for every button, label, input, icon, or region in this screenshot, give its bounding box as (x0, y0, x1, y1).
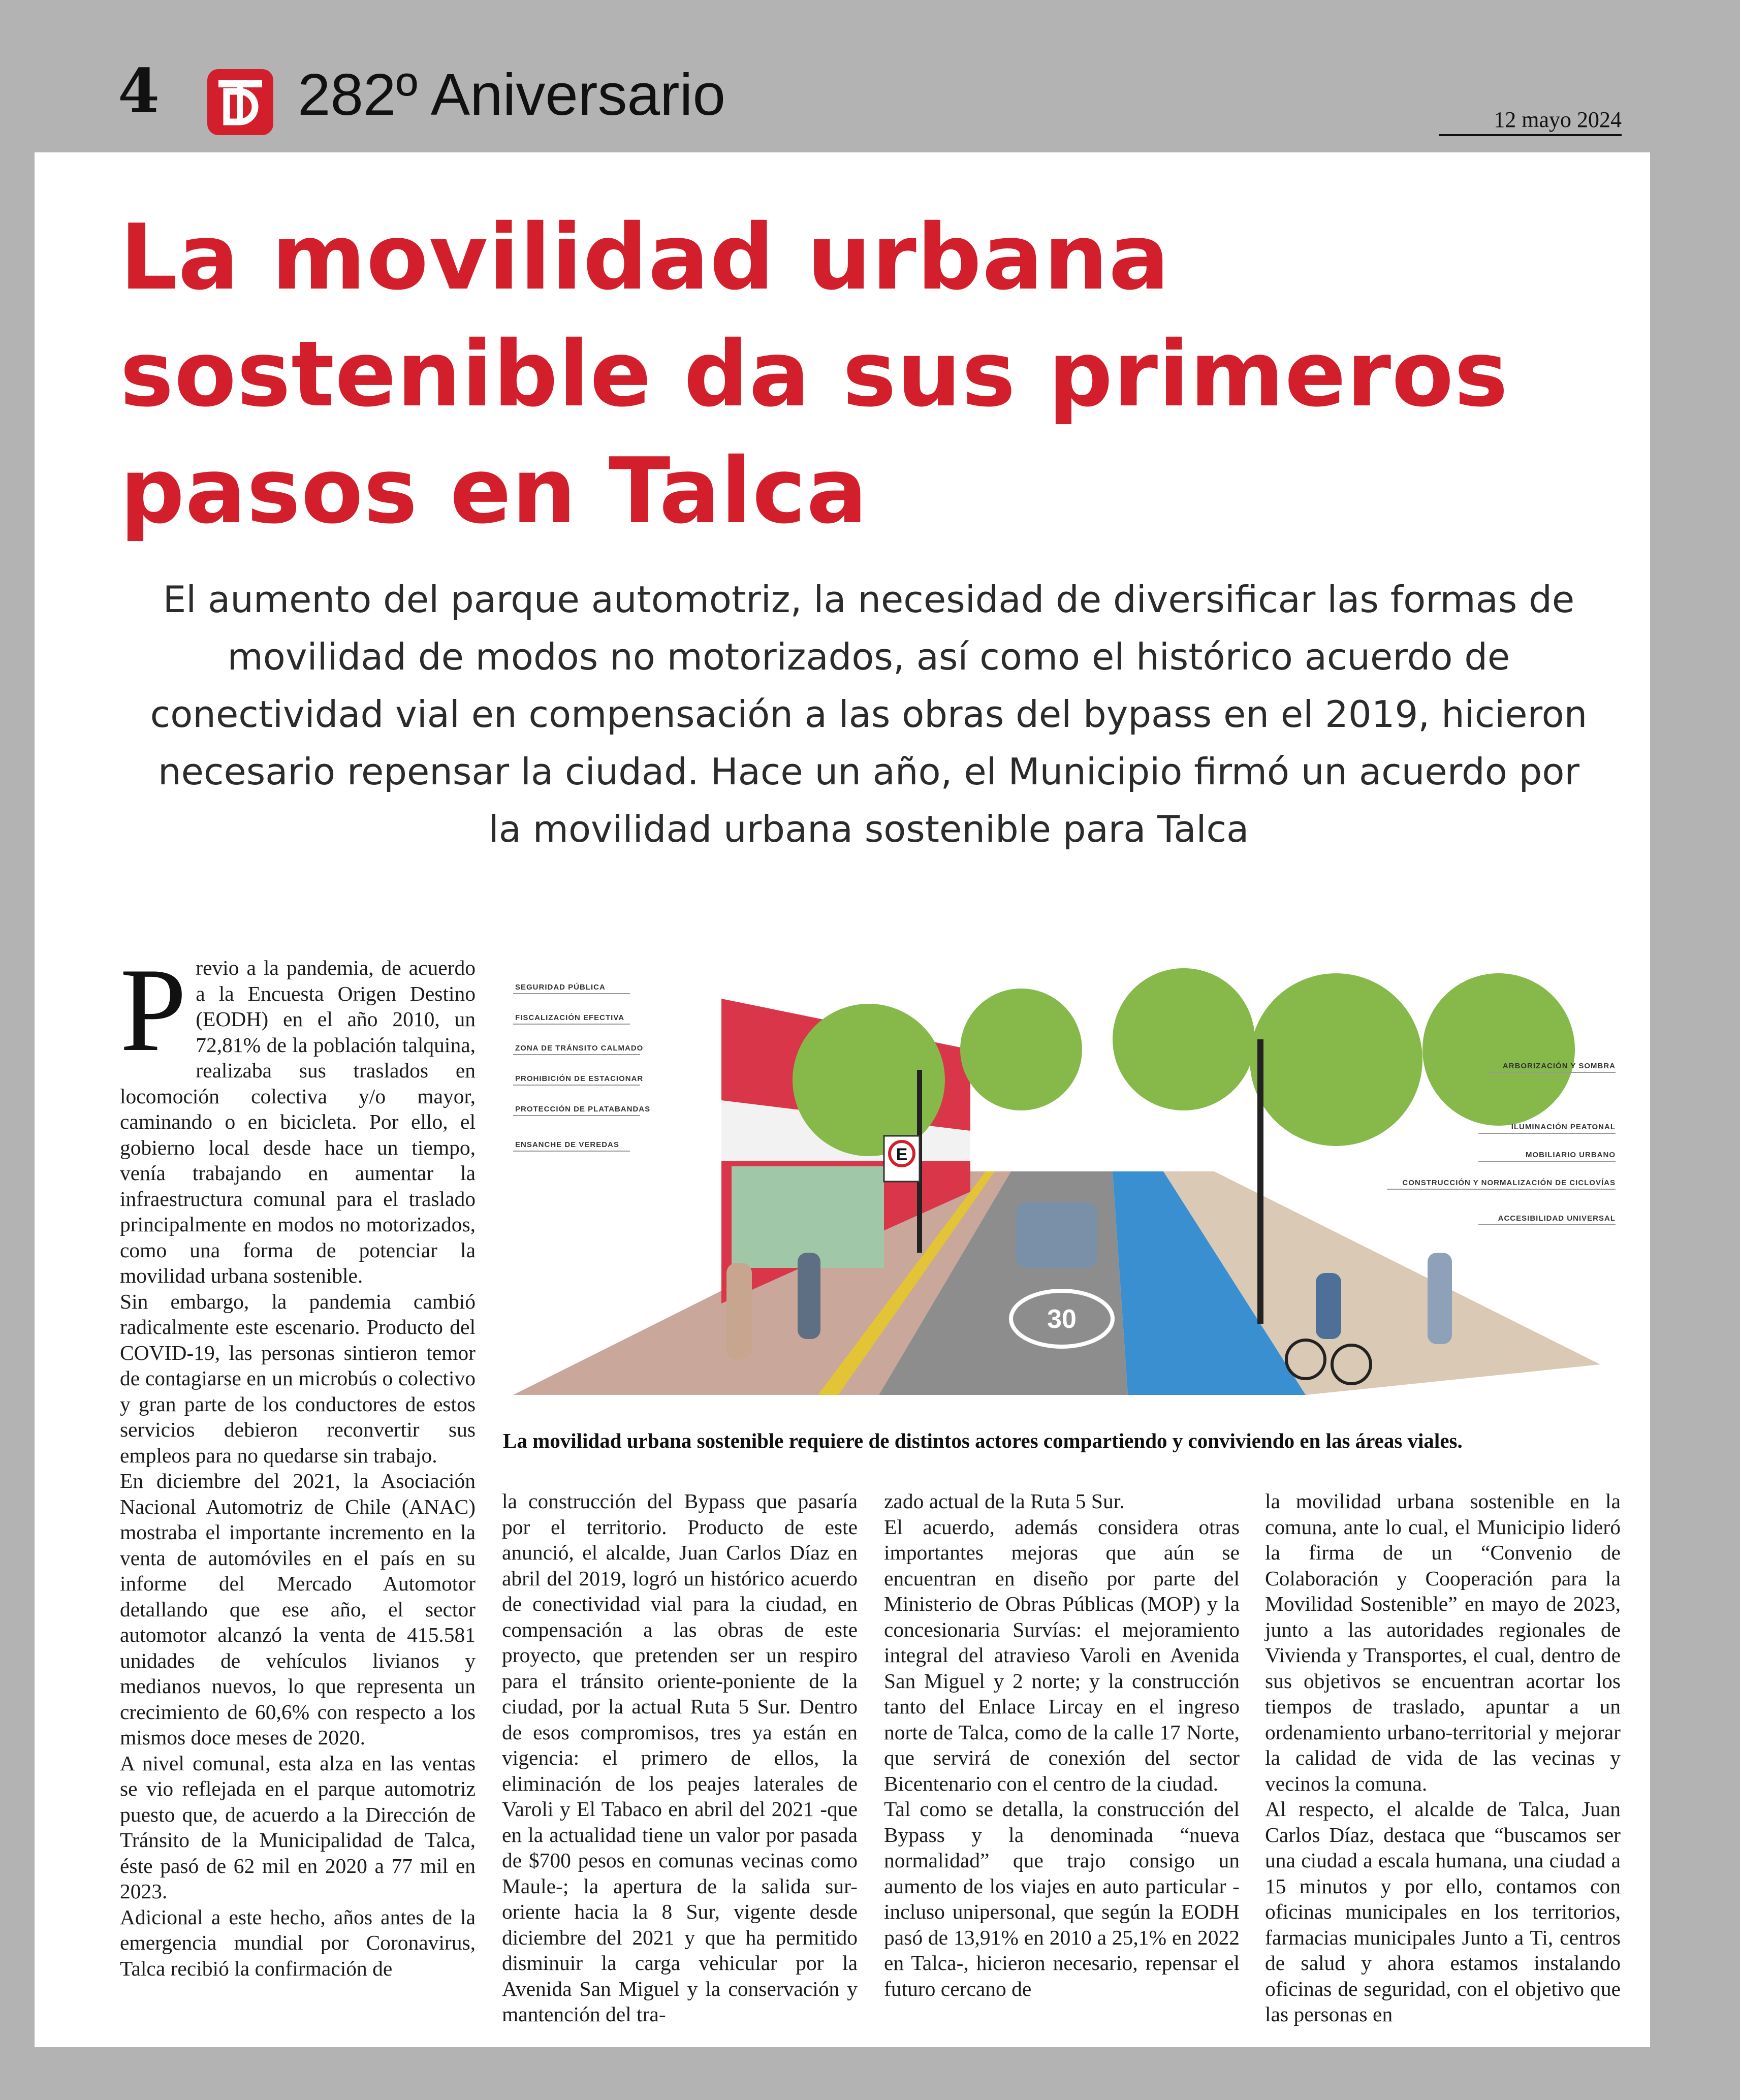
car (1016, 1202, 1097, 1268)
ill-label: FISCALIZACIÓN EFECTIVA (515, 1013, 625, 1022)
text-column-4 (1265, 1488, 1621, 2047)
cyclist (1316, 1273, 1341, 1339)
tree (1113, 968, 1255, 1110)
paragraph: Adicional a este hecho, años antes de la emergencia mundial por Coronavirus, Talca recibió la confirmación de (120, 1905, 476, 1980)
ill-label: CONSTRUCCIÓN Y NORMALIZACIÓN DE CICLOVÍAS (1402, 1179, 1616, 1187)
paragraph: la construcción del Bypass que pasaría por el territorio. Producto de este anunció, el alcalde, Juan Carlos Díaz en abril del 2019, logró un histórico acuerdo de conectividad vial para la ciudad, en compensación a las obras de este proyecto, que pretenden ser un respiro para el tránsito oriente-poniente de la ciudad, por la actual Ruta 5 Sur. Dentro de esos compromisos, tres ya están en vigencia: el primero de ellos, la eliminación de los peajes laterales de Varoli y El Tabaco en abril del 2021 -que en la actualidad tiene un valor por pasada de $700 pesos en comunas vecinas como Maule-; la apertura de la salida sur-oriente hacia la 8 Sur, vigente desde diciembre del 2021 y que ha permitido disminuir la carga vehicular por la Avenida San Miguel y la conservación y mantención del tra- (502, 1489, 858, 2026)
tree (1250, 973, 1422, 1146)
ill-label: PROTECCIÓN DE PLATABANDAS (515, 1105, 651, 1113)
pedestrian (726, 1263, 752, 1359)
newspaper-logo-icon (207, 69, 273, 135)
ill-label: PROHIBICIÓN DE ESTACIONAR (515, 1074, 644, 1083)
issue-date: 12 mayo 2024 (1494, 107, 1622, 132)
ill-label: ENSANCHE DE VEREDAS (515, 1140, 619, 1149)
masthead (0, 0, 1740, 152)
article-headline: La movilidad urbana sostenible da sus primeros pasos en Talca (120, 205, 1509, 544)
road-marking-text: 30 (1047, 1304, 1077, 1334)
street-illustration (513, 948, 1621, 1400)
paragraph: El acuerdo, además considera otras importantes mejoras que aún se encuentran en diseño por parte del Ministerio de Obras Públicas (MOP) y la concesionaria Survías: el mejoramiento integral del atravieso Varoli en Avenida San Miguel y 2 norte; y la construcción tanto del Enlace Lircay en el ingreso norte de Talca, como de la calle 17 Norte, que servirá de conexión del sector Bicentenario con el centro de la ciudad. (884, 1515, 1240, 1795)
ill-label: ARBORIZACIÓN Y SOMBRA (1502, 1062, 1616, 1070)
page-number: 4 (118, 55, 160, 126)
ill-label: ILUMINACIÓN PEATONAL (1511, 1123, 1616, 1131)
drop-cap: P (120, 944, 187, 1076)
left-label-list (513, 982, 650, 1151)
paragraph: Tal como se detalla, la construcción del Bypass y la denominada “nueva normalidad” que trajo consigo un aumento de los viajes en auto particular -incluso unipersonal, que según la EODH pasó de 13,91% en 2010 a 25,1% en 2022 en Talca-, hicieron necesario, repensar el futuro cercano de (884, 1797, 1240, 2000)
tree (960, 989, 1082, 1110)
ill-label: ZONA DE TRÁNSITO CALMADO (515, 1044, 644, 1053)
paragraph: zado actual de la Ruta 5 Sur. (884, 1489, 1125, 1513)
article-lead: El aumento del parque automotriz, la necesidad de diversificar las formas de movilidad de modos no motorizados, así como el histórico acuerdo de conectividad vial en compensación a las obras del bypass en el 2019, hicieron necesario repensar la ciudad. Hace un año, el Municipio firmó un acuerdo por la movilidad urbana sostenible para Talca (150, 578, 1588, 850)
paragraph: En diciembre del 2021, la Asociación Nacional Automotriz de Chile (ANAC) mostraba el importante incremento en la venta de automóviles en el país en su informe del Mercado Automotor detallando que ese año, el sector automotor alcanzó la venta de 415.581 unidades de vehículos livianos y medianos nuevos, lo que representa un crecimiento de 60,6% con respecto a los mismos doce meses de 2020. (120, 1469, 476, 1749)
ill-label: MOBILIARIO URBANO (1526, 1151, 1616, 1159)
ill-label: SEGURIDAD PÚBLICA (515, 983, 606, 992)
ill-label: ACCESIBILIDAD UNIVERSAL (1498, 1214, 1616, 1223)
text-column-1 (120, 944, 476, 1981)
illustration-caption: La movilidad urbana sostenible requiere de distintos actores compartiendo y conviviendo en las áreas viales. (503, 1429, 1463, 1452)
edition-title: 282º Aniversario (298, 61, 725, 128)
lamp-post (1257, 1039, 1263, 1324)
tree (1422, 973, 1575, 1126)
paragraph: la movilidad urbana sostenible en la comuna, ante lo cual, el Municipio lideró la firma de un “Convenio de Colaboración y Cooperación para la Movilidad Sostenible” en mayo de 2023, junto a las autoridades regionales de Vivienda y Transportes, el cual, dentro de sus objetivos se encuentran acortar los tiempos de traslado, apuntar a un ordenamiento urbano-territorial y mejorar la calidad de vida de las vecinas y vecinos la comuna. (1265, 1489, 1621, 1795)
paragraph: Al respecto, el alcalde de Talca, Juan Carlos Díaz, destaca que “buscamos ser una ciudad a escala humana, una ciudad a 15 minutos y por ello, contamos con oficinas municipales en los territorios, farmacias municipales Junto a Ti, centros de salud y ahora estamos instalando oficinas de seguridad, con el objetivo que las personas en (1265, 1797, 1621, 2026)
paragraph: revio a la pandemia, de acuerdo a la Encuesta Origen Destino (EODH) en el año 2010, un 72,81% de la población talquina, realizaba sus traslados en locomoción colectiva y/o mayor, caminando o en bicicleta. Por ello, el gobierno local desde hace un tiempo, venía trabajando en aumentar la infraestructura comunal para el traslado principalmente en modos no motorizados, como una forma de potenciar la movilidad urbana sostenible. (120, 956, 476, 1287)
pedestrian (1428, 1253, 1452, 1344)
paragraph: A nivel comunal, esta alza en las ventas se vio reflejada en el parque automotriz puesto que, de acuerdo a la Dirección de Tránsito de la Municipalidad de Talca, éste pasó de 62 mil en 2020 a 77 mil en 2023. (120, 1751, 476, 1903)
paragraph: Sin embargo, la pandemia cambió radicalmente este escenario. Producto del COVID-19, las personas sintieron temor de contagiarse en un microbús o colectivo y gran parte de los conductores de estos servicios debieron reconvertir sus empleos para no quedarse sin trabajo. (120, 1289, 476, 1467)
text-column-3 (884, 1488, 1240, 2047)
text-column-2 (502, 1488, 858, 2047)
date-underline (1439, 134, 1622, 136)
pedestrian (798, 1253, 820, 1339)
no-parking-sign-letter: E (896, 1145, 908, 1164)
